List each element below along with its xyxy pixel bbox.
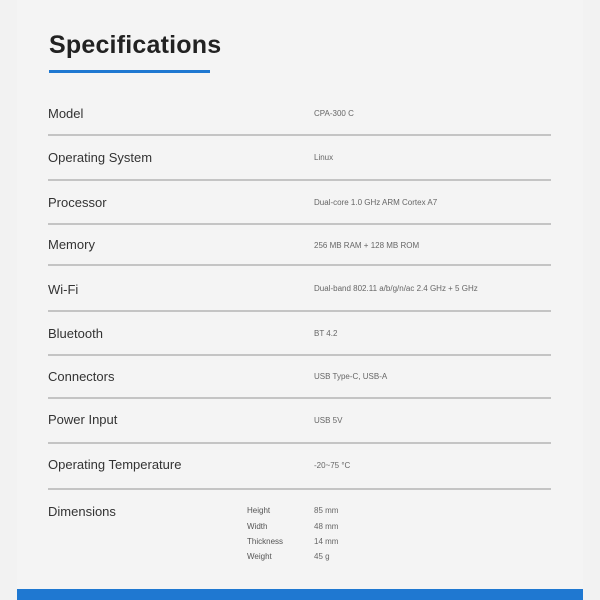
divider (48, 179, 551, 181)
footer-accent-bar (17, 589, 583, 600)
divider (48, 354, 551, 356)
divider (48, 397, 551, 399)
spec-label: Bluetooth (48, 326, 103, 341)
spec-label: Model (48, 106, 84, 121)
dimension-value: 48 mm (314, 522, 339, 531)
dimension-value: 14 mm (314, 537, 339, 546)
dimension-row-width (48, 522, 448, 537)
spec-value: Dual-core 1.0 GHz ARM Cortex A7 (314, 198, 438, 207)
spec-value: USB Type-C, USB-A (314, 372, 388, 381)
divider (48, 488, 551, 490)
dimension-value: 45 g (314, 552, 330, 561)
specifications-panel (17, 0, 583, 600)
spec-value: BT 4.2 (314, 329, 338, 338)
spec-label: Operating System (48, 150, 153, 165)
spec-label: Wi-Fi (48, 282, 79, 297)
spec-value: CPA-300 C (314, 109, 354, 118)
divider (48, 264, 551, 266)
dimension-row-weight (48, 552, 448, 567)
spec-value: Linux (314, 153, 334, 162)
spec-value: -20~75 °C (314, 461, 351, 470)
spec-value: Dual-band 802.11 a/b/g/n/ac 2.4 GHz + 5 GHz (314, 284, 478, 293)
dimension-row-height (48, 506, 448, 521)
dimension-row-thickness (48, 537, 448, 552)
title-underline (49, 70, 210, 73)
spec-label: Operating Temperature (48, 457, 182, 472)
page-title: Specifications (49, 31, 222, 59)
divider (48, 442, 551, 444)
divider (48, 310, 551, 312)
divider (48, 223, 551, 225)
dimension-name: Weight (247, 552, 272, 561)
spec-label: Processor (48, 195, 107, 210)
divider (48, 134, 551, 136)
dimension-value: 85 mm (314, 506, 339, 515)
spec-label: Connectors (48, 369, 115, 384)
spec-label: Power Input (48, 412, 118, 427)
dimension-name: Height (247, 506, 271, 515)
spec-label: Memory (48, 237, 95, 252)
dimension-name: Width (247, 522, 268, 531)
spec-value: 256 MB RAM + 128 MB ROM (314, 241, 420, 250)
dimension-name: Thickness (247, 537, 284, 546)
spec-value: USB 5V (314, 416, 343, 425)
spec-label: Dimensions (48, 504, 116, 519)
